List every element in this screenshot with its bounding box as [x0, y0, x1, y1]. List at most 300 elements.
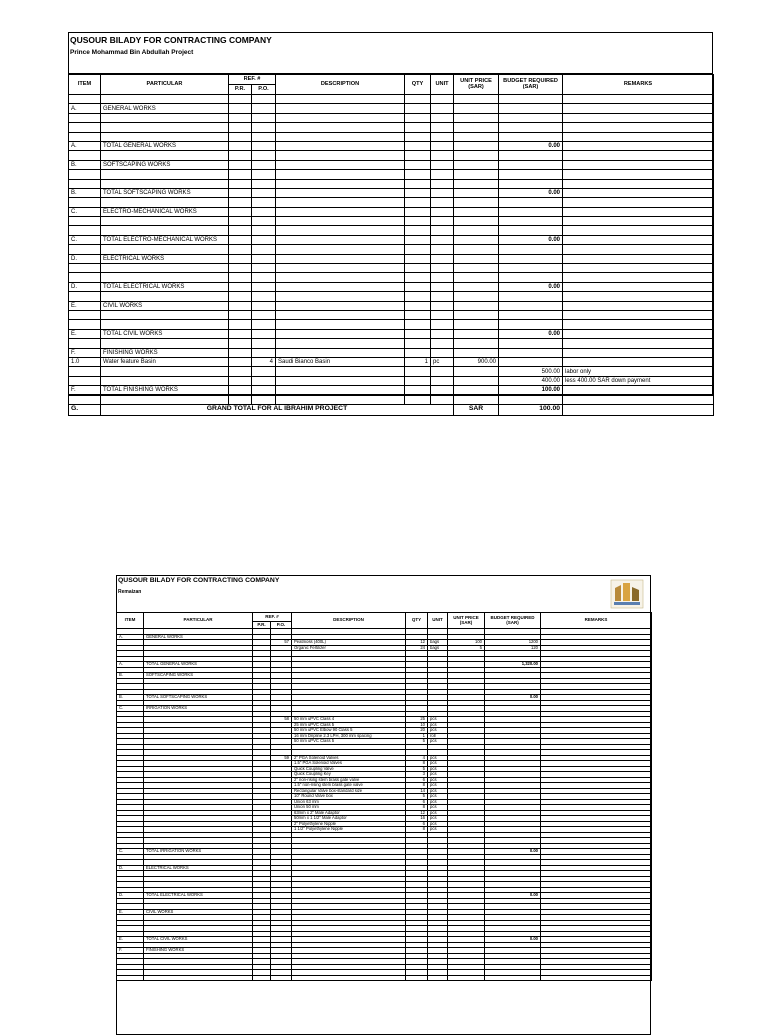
- cell-description: [276, 132, 405, 141]
- cell-description: [276, 376, 405, 385]
- cell-item: C.: [69, 235, 101, 244]
- cell-pr: [229, 395, 252, 404]
- table-row: [69, 348, 714, 357]
- cell-po: [252, 282, 276, 291]
- cell-unit: pcs: [428, 783, 448, 789]
- cell-remarks: [563, 254, 714, 263]
- cell-unit-price: [454, 310, 499, 319]
- cell-budget: 0.00: [485, 695, 541, 701]
- cell-qty: [405, 282, 431, 291]
- table-row: [69, 151, 714, 160]
- cell-unit: pcs: [428, 761, 448, 767]
- cell-po: [252, 310, 276, 319]
- cell-budget: [499, 160, 563, 169]
- header-budget: BUDGET REQUIRED (SAR): [499, 75, 563, 95]
- cell-unit: pcs: [428, 788, 448, 794]
- cell-po: [252, 339, 276, 348]
- cell-particular: TOTAL ELECTRO-MECHANICAL WORKS: [101, 235, 229, 244]
- cell-pr: [229, 141, 252, 150]
- cell-item: [69, 123, 101, 132]
- cell-po: [252, 113, 276, 122]
- table-row: [69, 264, 714, 273]
- cell-unit: [431, 320, 454, 329]
- cell-unit: [431, 188, 454, 197]
- header-particular: PARTICULAR: [144, 613, 253, 629]
- table-row: [69, 198, 714, 207]
- cell-budget: [499, 292, 563, 301]
- cell-unit: [431, 254, 454, 263]
- cell-remarks: [563, 395, 714, 404]
- cell-description: [276, 254, 405, 263]
- cell-particular: [101, 226, 229, 235]
- cell-qty: 24: [406, 645, 428, 651]
- cell-item: B.: [117, 695, 144, 701]
- cell-unit: [431, 367, 454, 376]
- cell-pr: [229, 207, 252, 216]
- cell-particular: TOTAL IRRIGATION WORKS: [144, 849, 253, 855]
- cell-unit: [431, 160, 454, 169]
- header-unit-price: UNIT PRICE (SAR): [448, 613, 485, 629]
- cell-po: [252, 395, 276, 404]
- cell-pr: [229, 179, 252, 188]
- cell-unit: [431, 310, 454, 319]
- cell-remarks: [563, 132, 714, 141]
- cell-po: [271, 975, 292, 981]
- cell-description: 2" non-rising stem brass gate valve: [292, 777, 406, 783]
- cell-qty: 5: [406, 794, 428, 800]
- cell-description: 50mm x 1 1/2" Male Adaptor: [292, 816, 406, 822]
- cell-unit: [431, 292, 454, 301]
- cell-qty: 25: [406, 717, 428, 723]
- cell-description: 25 mm uPVC Class 5: [292, 722, 406, 728]
- cell-description: 50 mm uPVC Elbow 90 Class 5: [292, 728, 406, 734]
- grand-total-row: [69, 404, 714, 415]
- cell-unit: pcs: [428, 816, 448, 822]
- cell-particular: [101, 198, 229, 207]
- cell-unit: roll: [428, 733, 448, 739]
- table-row: [69, 301, 714, 310]
- header-description: DESCRIPTION: [292, 613, 406, 629]
- cell-description: 50 mm uPVC Class 4: [292, 717, 406, 723]
- cell-unit: [431, 329, 454, 338]
- cell-qty: [405, 376, 431, 385]
- cell-unit: [431, 264, 454, 273]
- cell-po: [252, 141, 276, 150]
- cell-pr: [229, 188, 252, 197]
- cell-remarks: [563, 264, 714, 273]
- cell-particular: TOTAL CIVIL WORKS: [144, 937, 253, 943]
- header-remarks: REMARKS: [541, 613, 652, 629]
- cell-item: D.: [117, 865, 144, 871]
- cell-pr: [229, 339, 252, 348]
- cell-unit: pcs: [428, 717, 448, 723]
- cell-unit-price: [454, 386, 499, 395]
- cell-pr: [229, 310, 252, 319]
- cell-qty: [405, 104, 431, 113]
- cell-particular: TOTAL FINISHING WORKS: [101, 386, 229, 395]
- cell-qty: [405, 226, 431, 235]
- table-row: [69, 339, 714, 348]
- cell-remarks: [563, 179, 714, 188]
- cell-qty: 20: [406, 728, 428, 734]
- cell-unit-price: [454, 188, 499, 197]
- cell-qty: [405, 301, 431, 310]
- cell-budget: 0.00: [499, 188, 563, 197]
- cell-remarks: labor only: [563, 367, 714, 376]
- cell-description: [276, 198, 405, 207]
- cell-description: [276, 386, 405, 395]
- table-row: [69, 188, 714, 197]
- cell-description: [276, 282, 405, 291]
- cell-item: A.: [117, 662, 144, 668]
- cell-remarks: [563, 245, 714, 254]
- table-row: [69, 141, 714, 150]
- header-po: P.O.: [252, 85, 276, 95]
- cell-unit: [431, 348, 454, 357]
- table-row: [69, 310, 714, 319]
- cell-budget: [499, 104, 563, 113]
- table-header-row: [69, 75, 714, 85]
- cell-description: [276, 395, 405, 404]
- cell-description: [276, 235, 405, 244]
- cell-unit-price: [454, 170, 499, 179]
- cell-particular: FINISHING WORKS: [101, 348, 229, 357]
- table-row: [69, 179, 714, 188]
- cell-qty: [405, 207, 431, 216]
- grand-total-label: GRAND TOTAL FOR AL IBRAHIM PROJECT: [101, 404, 454, 415]
- cell-particular: ELECTRICAL WORKS: [101, 254, 229, 263]
- cell-budget: 1,320.00: [485, 662, 541, 668]
- cell-po: [252, 367, 276, 376]
- cell-qty: [405, 310, 431, 319]
- cell-particular: [101, 170, 229, 179]
- cell-po: 57: [271, 640, 292, 646]
- cell-particular: [101, 217, 229, 226]
- cell-item: [69, 95, 101, 104]
- table-row: [69, 217, 714, 226]
- cell-qty: 10: [406, 722, 428, 728]
- cell-qty: 1: [405, 357, 431, 366]
- cell-particular: FINISHING WORKS: [144, 948, 253, 954]
- cell-particular: TOTAL SOFTSCAPING WORKS: [144, 695, 253, 701]
- project-name: Prince Mohammad Bin Abdullah Project: [70, 49, 194, 56]
- cell-remarks: [563, 226, 714, 235]
- cell-description: Peatmoss (400L): [292, 640, 406, 646]
- cell-particular: [101, 273, 229, 282]
- cell-budget: [499, 310, 563, 319]
- cell-budget: [499, 179, 563, 188]
- cell-item: C.: [69, 207, 101, 216]
- cell-po: [252, 160, 276, 169]
- cell-particular: CIVIL WORKS: [101, 301, 229, 310]
- cell-unit-price: [454, 292, 499, 301]
- cell-remarks: [563, 217, 714, 226]
- cell-unit: [431, 386, 454, 395]
- cell-unit: [431, 376, 454, 385]
- cell-unit-price: [454, 95, 499, 104]
- cell-unit-price: [454, 301, 499, 310]
- cell-po: [252, 188, 276, 197]
- cell-particular: [101, 367, 229, 376]
- cell-unit: [431, 104, 454, 113]
- cell-qty: 6: [406, 777, 428, 783]
- cell-qty: [405, 254, 431, 263]
- cell-description: [276, 207, 405, 216]
- cell-qty: [405, 151, 431, 160]
- budget-table: [68, 74, 714, 416]
- cell-particular: Water feature Basin: [101, 357, 229, 366]
- cell-qty: [405, 132, 431, 141]
- grand-total-amount: 100.00: [499, 404, 563, 415]
- cell-budget: [499, 254, 563, 263]
- cell-budget: [499, 273, 563, 282]
- cell-pr: [229, 95, 252, 104]
- cell-po: 58: [271, 717, 292, 723]
- cell-qty: [405, 367, 431, 376]
- cell-unit: [431, 273, 454, 282]
- table-row: [69, 226, 714, 235]
- cell-description: Quick Coupling Key: [292, 772, 406, 778]
- cell-qty: [405, 95, 431, 104]
- cell-unit: [431, 170, 454, 179]
- cell-unit-price: [454, 198, 499, 207]
- cell-description: [276, 245, 405, 254]
- cell-unit-price: [454, 113, 499, 122]
- cell-particular: [101, 123, 229, 132]
- cell-unit-price: [454, 367, 499, 376]
- cell-qty: [405, 395, 431, 404]
- cell-description: [276, 123, 405, 132]
- cell-pr: [229, 132, 252, 141]
- cell-description: 10" Round Valve box: [292, 794, 406, 800]
- cell-qty: [405, 386, 431, 395]
- cell-unit-price: [454, 348, 499, 357]
- cell-po: [252, 376, 276, 385]
- cell-unit: pcs: [428, 794, 448, 800]
- table-row: [69, 395, 714, 404]
- cell-item: [69, 273, 101, 282]
- cell-description: Saudi Bianco Basin: [276, 357, 405, 366]
- table-row: [69, 376, 714, 385]
- cell-remarks: [563, 282, 714, 291]
- header-ref: REF. #: [229, 75, 276, 85]
- header-pr: P.R.: [229, 85, 252, 95]
- table-row: [69, 282, 714, 291]
- cell-qty: 1: [406, 733, 428, 739]
- cell-particular: [101, 151, 229, 160]
- table-row: [69, 235, 714, 244]
- cell-item: B.: [117, 673, 144, 679]
- cell-budget: 0.00: [485, 937, 541, 943]
- cell-budget: 0.00: [485, 849, 541, 855]
- table-row: [69, 160, 714, 169]
- budget-sheet-prince-mohammad: [68, 32, 713, 413]
- cell-pr: [229, 301, 252, 310]
- cell-remarks: [563, 151, 714, 160]
- table-row: [69, 254, 714, 263]
- cell-particular: CIVIL WORKS: [144, 909, 253, 915]
- cell-remarks: [563, 170, 714, 179]
- cell-budget: [499, 245, 563, 254]
- cell-budget: [499, 151, 563, 160]
- cell-budget: [499, 95, 563, 104]
- budget-table: [116, 612, 652, 981]
- cell-unit: [431, 132, 454, 141]
- cell-po: [252, 226, 276, 235]
- cell-po: [252, 386, 276, 395]
- cell-qty: [405, 339, 431, 348]
- cell-unit: [431, 395, 454, 404]
- cell-unit: [431, 245, 454, 254]
- cell-particular: [101, 179, 229, 188]
- cell-remarks: [563, 160, 714, 169]
- header-item: ITEM: [117, 613, 144, 629]
- cell-po: 4: [252, 357, 276, 366]
- cell-qty: [405, 320, 431, 329]
- cell-unit: [431, 141, 454, 150]
- company-name: QUSOUR BILADY FOR CONTRACTING COMPANY: [118, 577, 280, 584]
- cell-unit: [431, 235, 454, 244]
- cell-po: [252, 198, 276, 207]
- header-particular: PARTICULAR: [101, 75, 229, 95]
- cell-unit-price: [454, 104, 499, 113]
- cell-description: [276, 160, 405, 169]
- cell-description: [276, 217, 405, 226]
- cell-item: [69, 245, 101, 254]
- cell-description: Rectangular Valve box-standard size: [292, 788, 406, 794]
- cell-pr: [229, 357, 252, 366]
- table-row: [69, 273, 714, 282]
- cell-po: [252, 348, 276, 357]
- header-qty: QTY: [406, 613, 428, 629]
- cell-description: [276, 170, 405, 179]
- table-row: [69, 367, 714, 376]
- cell-particular: SOFTSCAPING WORKS: [101, 160, 229, 169]
- cell-particular: ELECTRO-MECHANICAL WORKS: [101, 207, 229, 216]
- cell-po: [252, 104, 276, 113]
- cell-unit: [431, 339, 454, 348]
- cell-item: [69, 367, 101, 376]
- cell-budget: 0.00: [499, 235, 563, 244]
- table-row: [69, 113, 714, 122]
- company-logo-icon: [610, 579, 644, 609]
- table-row: [69, 104, 714, 113]
- cell-unit: pc: [431, 357, 454, 366]
- cell-unit-price: [448, 975, 485, 981]
- cell-pr: [229, 348, 252, 357]
- cell-po: [252, 207, 276, 216]
- cell-unit-price: [454, 160, 499, 169]
- cell-unit-price: [454, 329, 499, 338]
- cell-budget: [499, 207, 563, 216]
- cell-item: [69, 320, 101, 329]
- cell-item: F.: [69, 386, 101, 395]
- cell-unit: pcs: [428, 827, 448, 833]
- cell-remarks: [563, 339, 714, 348]
- cell-pr: [229, 235, 252, 244]
- cell-unit: pcs: [428, 772, 448, 778]
- cell-pr: [229, 113, 252, 122]
- table-row: [69, 123, 714, 132]
- cell-unit-price: [454, 132, 499, 141]
- cell-particular: IRRIGATION WORKS: [144, 706, 253, 712]
- cell-qty: [405, 160, 431, 169]
- cell-description: 2" PGA Solenoid Valves: [292, 755, 406, 761]
- cell-pr: [229, 254, 252, 263]
- cell-pr: [229, 198, 252, 207]
- cell-description: [276, 188, 405, 197]
- cell-particular: [101, 113, 229, 122]
- cell-po: [252, 235, 276, 244]
- cell-qty: 5: [406, 766, 428, 772]
- cell-item: E.: [117, 909, 144, 915]
- table-row: [69, 170, 714, 179]
- cell-unit-price: [454, 123, 499, 132]
- cell-qty: [406, 975, 428, 981]
- cell-unit: [431, 123, 454, 132]
- cell-po: [252, 254, 276, 263]
- cell-unit: [431, 282, 454, 291]
- cell-remarks: [563, 198, 714, 207]
- cell-qty: 8: [406, 805, 428, 811]
- cell-qty: [405, 198, 431, 207]
- cell-item: [69, 170, 101, 179]
- cell-unit-price: [454, 339, 499, 348]
- cell-description: [276, 141, 405, 150]
- cell-description: [276, 301, 405, 310]
- cell-item: [69, 310, 101, 319]
- header-remarks: REMARKS: [563, 75, 714, 95]
- cell-qty: 14: [406, 788, 428, 794]
- cell-particular: [101, 310, 229, 319]
- cell-remarks: [563, 104, 714, 113]
- cell-item: [69, 179, 101, 188]
- cell-item: [69, 151, 101, 160]
- cell-budget: [499, 123, 563, 132]
- cell-budget: [485, 975, 541, 981]
- cell-qty: [405, 113, 431, 122]
- cell-remarks: [563, 235, 714, 244]
- cell-unit-price: [454, 282, 499, 291]
- cell-unit: pcs: [428, 755, 448, 761]
- cell-unit: [431, 113, 454, 122]
- cell-remarks: [563, 357, 714, 366]
- cell-budget: [499, 320, 563, 329]
- cell-budget: 400.00: [499, 376, 563, 385]
- cell-description: Organic Fertilizer: [292, 645, 406, 651]
- cell-budget: [499, 301, 563, 310]
- cell-pr: [253, 975, 271, 981]
- cell-budget: [499, 395, 563, 404]
- cell-particular: [101, 339, 229, 348]
- cell-pr: [229, 104, 252, 113]
- table-row: [69, 207, 714, 216]
- cell-qty: [405, 264, 431, 273]
- cell-pr: [229, 217, 252, 226]
- cell-budget: [499, 226, 563, 235]
- table-row: [117, 975, 652, 981]
- cell-pr: [229, 386, 252, 395]
- cell-item: C.: [117, 849, 144, 855]
- cell-item: [69, 376, 101, 385]
- cell-qty: [405, 348, 431, 357]
- cell-remarks: [563, 329, 714, 338]
- cell-description: [276, 113, 405, 122]
- cell-item: [69, 132, 101, 141]
- cell-po: 59: [271, 755, 292, 761]
- cell-item: [69, 217, 101, 226]
- cell-item: A.: [69, 104, 101, 113]
